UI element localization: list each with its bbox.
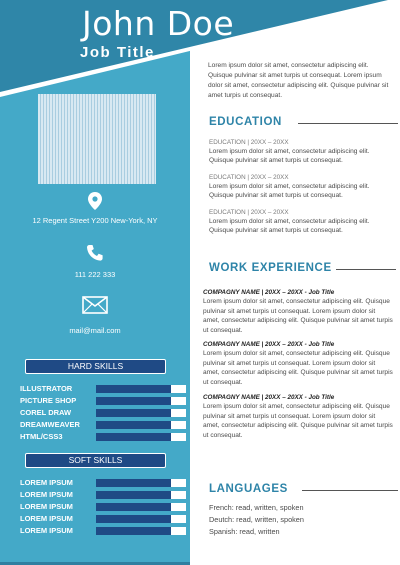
language-item: Spanish: read, written bbox=[209, 527, 280, 536]
skill-row bbox=[20, 432, 170, 442]
education-text: Lorem ipsum dolor sit amet, consectetur adipiscing elit. Quisque pulvinar sit amet turpis ut consequat. bbox=[209, 148, 370, 164]
skill-label: LOREM IPSUM bbox=[20, 490, 73, 499]
work-experience-rule bbox=[336, 269, 396, 270]
skill-level-bar bbox=[96, 409, 186, 417]
skill-level-bar bbox=[96, 503, 186, 511]
skill-row bbox=[20, 420, 170, 430]
address-text: 12 Regent Street Y200 New-York, NY bbox=[32, 216, 158, 225]
languages-title: LANGUAGES bbox=[209, 483, 288, 495]
work-text: Lorem ipsum dolor sit amet, consectetur adipiscing elit. Quisque pulvinar sit amet turpis ut consequat. Lorem ipsum dolor sit amet, consectetur adipiscing elit. Quisque pulvinar sit amet turpis ut consequat. bbox=[203, 403, 393, 439]
education-item bbox=[209, 173, 389, 200]
phone-text: 111 222 333 bbox=[74, 270, 116, 279]
skill-level-fill bbox=[96, 433, 171, 441]
work-item bbox=[203, 288, 393, 335]
skill-row bbox=[20, 490, 170, 500]
person-name: John Doe bbox=[82, 4, 235, 43]
email-text: mail@mail.com bbox=[69, 326, 121, 335]
language-item: Deutch: read, written, spoken bbox=[209, 515, 304, 524]
education-item bbox=[209, 208, 389, 235]
education-heading: EDUCATION | 20XX – 20XX bbox=[209, 209, 289, 216]
skill-label: HTML/CSS3 bbox=[20, 432, 63, 441]
skill-level-fill bbox=[96, 527, 171, 535]
profile-photo bbox=[38, 94, 156, 184]
phone-icon bbox=[0, 244, 190, 267]
intro-paragraph: Lorem ipsum dolor sit amet, consectetur adipiscing elit. Quisque pulvinar sit amet turpis ut consequat. Lorem ipsum dolor sit amet, consectetur adipiscing elit. Quisque pulvinar sit amet turpis ut consequat. bbox=[208, 62, 389, 99]
skill-level-fill bbox=[96, 515, 171, 523]
work-text: Lorem ipsum dolor sit amet, consectetur adipiscing elit. Quisque pulvinar sit amet turpis ut consequat. Lorem ipsum dolor sit amet, consectetur adipiscing elit. Quisque pulvinar sit amet turpis ut consequat. bbox=[203, 350, 393, 386]
work-heading: COMPAGNY NAME | 20XX – 20XX - Job Title bbox=[203, 289, 335, 296]
education-heading: EDUCATION | 20XX – 20XX bbox=[209, 139, 289, 146]
work-item bbox=[203, 393, 393, 440]
skill-label: COREL DRAW bbox=[20, 408, 72, 417]
skill-level-fill bbox=[96, 385, 171, 393]
skill-level-bar bbox=[96, 479, 186, 487]
hard-skills-header: HARD SKILLS bbox=[25, 359, 166, 374]
skill-row bbox=[20, 384, 170, 394]
skill-level-bar bbox=[96, 433, 186, 441]
skill-row bbox=[20, 396, 170, 406]
education-heading: EDUCATION | 20XX – 20XX bbox=[209, 174, 289, 181]
skill-level-fill bbox=[96, 397, 171, 405]
skill-level-bar bbox=[96, 385, 186, 393]
envelope-icon bbox=[0, 296, 190, 319]
skill-level-fill bbox=[96, 503, 171, 511]
skill-level-fill bbox=[96, 409, 171, 417]
education-rule bbox=[298, 123, 398, 124]
work-heading: COMPAGNY NAME | 20XX – 20XX - Job Title bbox=[203, 341, 335, 348]
skill-row bbox=[20, 408, 170, 418]
skill-level-fill bbox=[96, 479, 171, 487]
skill-label: ILLUSTRATOR bbox=[20, 384, 73, 393]
language-item: French: read, written, spoken bbox=[209, 503, 304, 512]
education-title: EDUCATION bbox=[209, 116, 282, 128]
skill-row bbox=[20, 478, 170, 488]
education-text: Lorem ipsum dolor sit amet, consectetur adipiscing elit. Quisque pulvinar sit amet turpis ut consequat. bbox=[209, 183, 370, 199]
skill-label: LOREM IPSUM bbox=[20, 526, 73, 535]
skill-label: DREAMWEAVER bbox=[20, 420, 80, 429]
skill-row bbox=[20, 526, 170, 536]
skill-level-bar bbox=[96, 515, 186, 523]
soft-skills-header: SOFT SKILLS bbox=[25, 453, 166, 468]
skill-level-fill bbox=[96, 421, 171, 429]
work-text: Lorem ipsum dolor sit amet, consectetur adipiscing elit. Quisque pulvinar sit amet turpis ut consequat. Lorem ipsum dolor sit amet, consectetur adipiscing elit. Quisque pulvinar sit amet turpis ut consequat. bbox=[203, 298, 393, 334]
education-text: Lorem ipsum dolor sit amet, consectetur adipiscing elit. Quisque pulvinar sit amet turpis ut consequat. bbox=[209, 218, 370, 234]
location-pin-icon bbox=[0, 192, 190, 215]
skill-level-bar bbox=[96, 491, 186, 499]
skill-label: LOREM IPSUM bbox=[20, 502, 73, 511]
job-title: Job Title bbox=[80, 44, 155, 61]
work-experience-title: WORK EXPERIENCE bbox=[209, 262, 332, 274]
skill-level-bar bbox=[96, 421, 186, 429]
skill-row bbox=[20, 502, 170, 512]
skill-level-bar bbox=[96, 527, 186, 535]
skill-level-bar bbox=[96, 397, 186, 405]
languages-rule bbox=[302, 490, 398, 491]
work-item bbox=[203, 340, 393, 387]
skill-row bbox=[20, 514, 170, 524]
education-item bbox=[209, 138, 389, 165]
skill-level-fill bbox=[96, 491, 171, 499]
skill-label: PICTURE SHOP bbox=[20, 396, 77, 405]
skill-label: LOREM IPSUM bbox=[20, 514, 73, 523]
skill-label: LOREM IPSUM bbox=[20, 478, 73, 487]
work-heading: COMPAGNY NAME | 20XX – 20XX - Job Title bbox=[203, 394, 335, 401]
